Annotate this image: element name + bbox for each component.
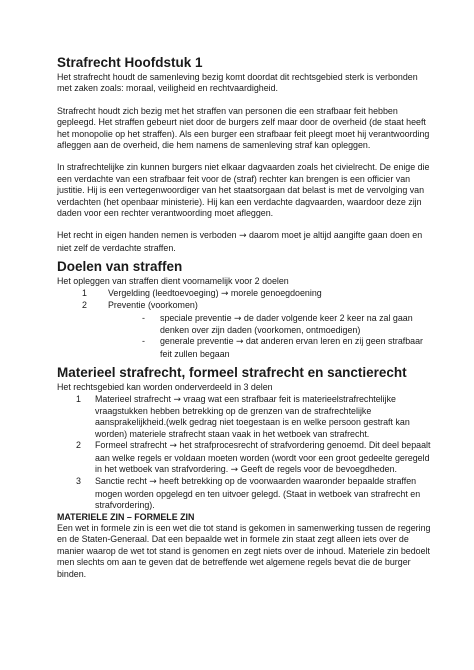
- arrow-right-icon: →: [235, 337, 244, 348]
- arrow-right-icon: →: [239, 231, 247, 242]
- arrow-right-icon: →: [230, 464, 239, 475]
- intro-paragraph: Het strafrecht houdt de samenleving bezig komt doordat dit rechtsgebied sterk is verbonden met zaken zoals: moraal, veiligheid en rechtvaardigheid.: [57, 72, 418, 94]
- list-number: 3: [76, 476, 81, 487]
- list-item: [57, 300, 434, 311]
- list-number: 1: [76, 393, 81, 404]
- list-item: [57, 288, 434, 300]
- dash-bullet: -: [142, 336, 145, 347]
- heading-materieel: Materieel strafrecht, formeel strafrecht en sanctierecht: [57, 365, 407, 381]
- paragraph-dagvaarden: In strafrechtelijke zin kunnen burgers niet elkaar dagvaarden zoals het civielrecht. De enige die een verdachte van een strafbaar feit voor de (straf) rechter kan brengen is een officier van justitie. Hij is een vertegenwoordiger van het staatsorgaan dat belast is met de vervolging van verdachten (het openbaar ministerie). Hij kan een verdachte dagvaarden, waardoor deze zijn daden voor een rechter verantwoording moet afleggen.: [57, 162, 430, 219]
- arrow-right-icon: →: [173, 394, 181, 405]
- arrow-right-icon: →: [221, 288, 229, 299]
- sub-list-item: - generale preventie → dat anderen ervan leren en zij geen strafbaar feit zullen begaan: [142, 336, 424, 359]
- dash-bullet: -: [142, 312, 145, 323]
- paragraph-eigen-handen: Het recht in eigen handen nemen is verboden → daarom moet je altijd aangifte gaan doen en niet zelf de verdachte straffen.: [57, 230, 423, 253]
- list-text: Preventie (voorkomen): [108, 300, 198, 311]
- list-item: 1 Materieel strafrecht → vraag wat een strafbaar feit is materieelstrafrechtelijke vraagstukken hebben betrekking op de grenzen van de strafrechtelijke aansprakelijkheid.(welk gedrag niet toegestaan is en welke persoon gestraft kan worden) materiele strafrecht staan vaak in het wetboek van strafrecht.: [57, 394, 434, 441]
- list-text: Vergelding (leedtoevoeging) → morele genoegdoening: [108, 287, 322, 299]
- arrow-right-icon: →: [234, 313, 242, 324]
- doelen-intro: Het opleggen van straffen dient voornamelijk voor 2 doelen: [57, 276, 289, 287]
- list-item: 3 Sanctie recht → heeft betrekking op de voorwaarden waaronder bepaalde straffen mogen worden opgelegd en ten uitvoer gelegd. (Staat in wetboek van strafrecht en strafvordering).: [57, 476, 434, 511]
- sub-list-item: - speciale preventie → de dader volgende keer 2 keer na zal gaan denken over zijn daden (voorkomen, ontmoedigen): [142, 312, 413, 335]
- paragraph-formele-zin: Een wet in formele zin is een wet die tot stand is gekomen in samenwerking tussen de regering en de Staten-Generaal. Dat een bepaalde wet in formele zin staat zegt alleen iets over de manier waarop de wet tot stand is genomen en zegt niets over de inhoud. Materiele zin bedoelt men slechts om aan te geven dat de betreffende wet algemene regels bevat die de burger binden.: [57, 523, 431, 579]
- paragraph-straffen: Strafrecht houdt zich bezig met het straffen van personen die een strafbaar feit hebben gepleegd. Het straffen gebeurt niet door de burgers zelf maar door de overheid (de staat heeft het monopolie op het straffen). Als een burger een strafbaar feit pleegt moet hij verantwoording afleggen aan de overheid, die hem namens de samenleving straf kan opleggen.: [57, 105, 430, 151]
- subheading-materiele-formele-zin: MATERIELE ZIN – FORMELE ZIN: [57, 511, 195, 522]
- list-item: 2 Formeel strafrecht → het strafprocesrecht of strafvordering genoemd. Dit deel bepaalt aan welke regels er voldaan moeten worden (wordt voor een groot gedeelte geregeld in het wetboek van strafvordering. → Geeft de regels voor de bevoegdheden.: [57, 440, 434, 476]
- list-number: 1: [82, 287, 87, 298]
- list-number: 2: [76, 440, 81, 451]
- materieel-intro: Het rechtsgebied kan worden onderverdeeld in 3 delen: [57, 382, 273, 393]
- arrow-right-icon: →: [169, 441, 177, 452]
- chapter-title: Strafrecht Hoofdstuk 1: [57, 55, 203, 70]
- list-number: 2: [82, 300, 87, 311]
- heading-doelen: Doelen van straffen: [57, 259, 183, 275]
- arrow-right-icon: →: [149, 477, 157, 488]
